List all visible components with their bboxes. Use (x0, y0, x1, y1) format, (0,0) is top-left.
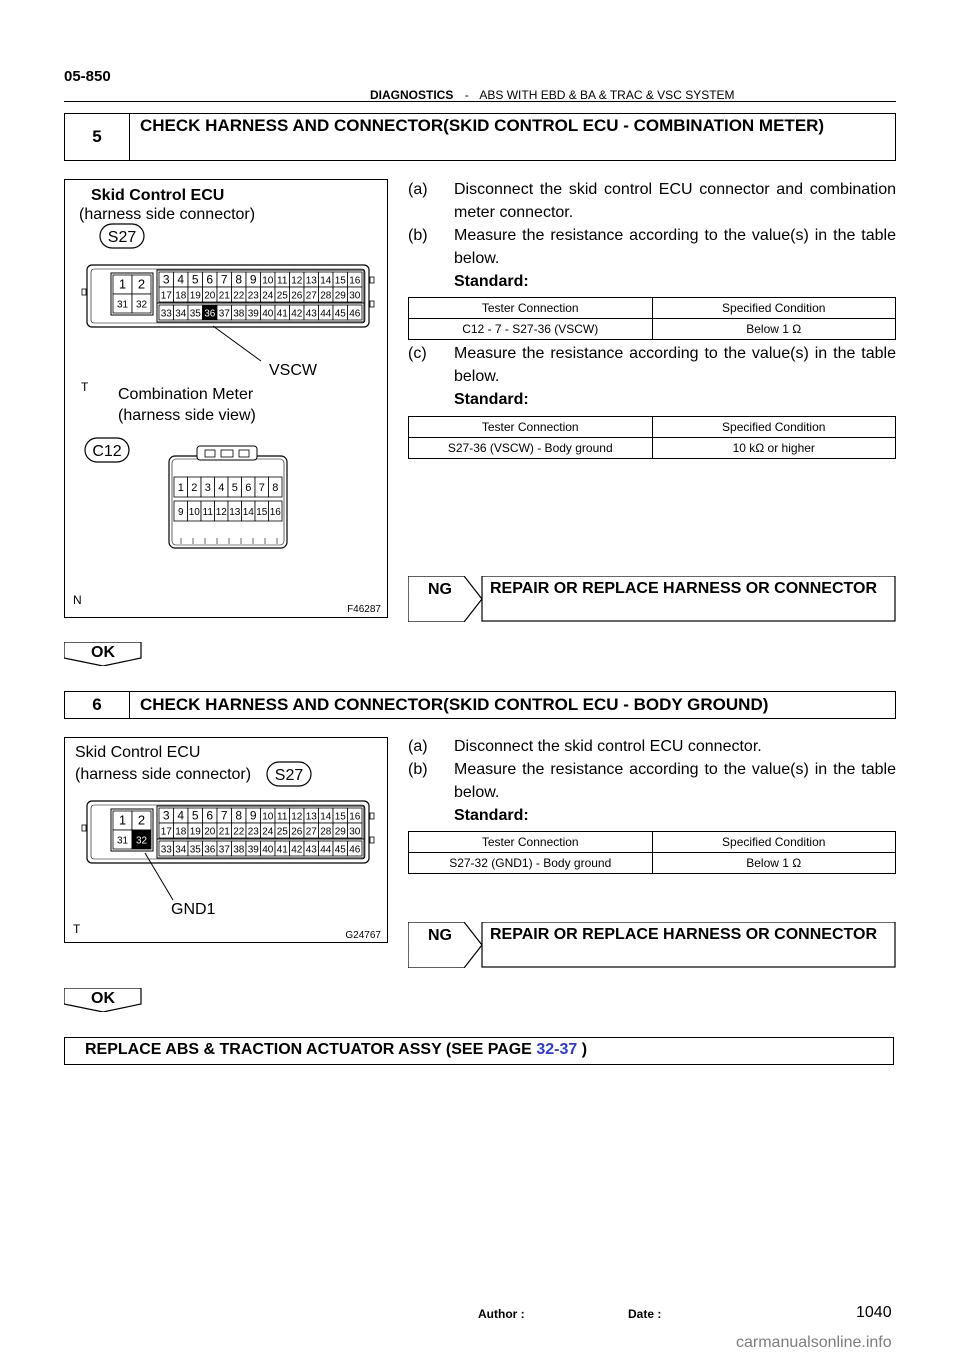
ecu-pin-44: 44 (320, 844, 332, 856)
ecu-pin-6: 6 (206, 808, 214, 823)
ok-branch-step-6 (64, 988, 142, 1012)
standard-label: Standard: (454, 273, 529, 290)
connector-diagram (65, 180, 387, 617)
spec-table-2 (408, 416, 896, 459)
header-rule (64, 101, 896, 102)
ecu-title: Skid Control ECU (91, 187, 225, 204)
figure-g24767 (64, 737, 388, 943)
ecu-pin-26: 26 (291, 290, 303, 302)
final-action-close: ) (581, 1041, 588, 1058)
ecu-pin-17: 17 (160, 290, 172, 302)
ecu-pin-28: 28 (320, 290, 332, 302)
table-header: Tester Connection (409, 832, 653, 853)
ecu-pin-29: 29 (334, 290, 346, 302)
ng-tag: NG (428, 927, 452, 944)
ecu-pin-18: 18 (175, 290, 187, 302)
ecu-title: Skid Control ECU (75, 744, 201, 761)
ecu-pin-1: 1 (118, 812, 127, 828)
ecu-pin-41: 41 (276, 308, 288, 320)
instruction-b (408, 758, 896, 804)
ecu-pin-14: 14 (320, 275, 332, 287)
ecu-pin-8: 8 (235, 272, 243, 287)
step-number: 5 (65, 114, 130, 160)
ecu-pin-16: 16 (349, 811, 361, 823)
ecu-pin-11: 11 (277, 275, 288, 287)
ecu-pin-28: 28 (320, 826, 332, 838)
meter-pin-6: 6 (245, 482, 252, 494)
ecu-pin-10: 10 (262, 275, 274, 287)
pin-label-gnd1: GND1 (171, 901, 216, 918)
meter-pin-1: 1 (177, 482, 184, 494)
meter-pin-10: 10 (188, 507, 200, 518)
ecu-connector-s27 (82, 265, 374, 327)
table-cell: Below 1 Ω (652, 853, 896, 874)
ecu-pin-18: 18 (175, 826, 187, 838)
instruction-b (408, 224, 896, 270)
header-section: DIAGNOSTICS (370, 88, 454, 102)
ecu-pin-27: 27 (305, 826, 317, 838)
table-cell: 10 kΩ or higher (652, 438, 896, 459)
instruction-text: Measure the resistance according to the value(s) in the table below. (454, 345, 896, 385)
ecu-pin-4: 4 (177, 272, 185, 287)
meter-pin-14: 14 (242, 507, 254, 518)
ok-tag: OK (91, 990, 115, 1007)
ecu-pin-2: 2 (137, 812, 146, 828)
instruction-label: (b) (408, 227, 428, 244)
ecu-pin-34: 34 (175, 844, 187, 856)
ecu-pin-34: 34 (175, 308, 187, 320)
step-5-instructions (408, 178, 896, 293)
ecu-pin-11: 11 (277, 811, 288, 823)
ecu-pin-4: 4 (177, 808, 185, 823)
ecu-pin-5: 5 (191, 808, 199, 823)
ecu-connector-s27 (82, 801, 374, 863)
ecu-pin-12: 12 (291, 811, 303, 823)
meter-connector-c12 (169, 446, 287, 548)
ecu-pin-12: 12 (291, 275, 303, 287)
table-cell: S27-32 (GND1) - Body ground (409, 853, 653, 874)
ecu-pin-21: 21 (218, 826, 230, 838)
ecu-pin-33: 33 (160, 844, 172, 856)
meter-pin-15: 15 (256, 507, 268, 518)
step-5-heading (64, 113, 896, 161)
ecu-pin-13: 13 (305, 811, 317, 823)
ecu-pin-41: 41 (276, 844, 288, 856)
table-cell: C12 - 7 - S27-36 (VSCW) (409, 319, 653, 340)
ecu-pin-3: 3 (162, 808, 170, 823)
ecu-pin-38: 38 (233, 308, 245, 320)
spec-table-3 (408, 831, 896, 874)
table-header: Specified Condition (652, 298, 896, 319)
ok-branch-step-5 (64, 642, 142, 666)
spec-table-1 (408, 297, 896, 340)
figure-id: G24767 (345, 930, 381, 941)
table-header: Specified Condition (652, 832, 896, 853)
step-title: CHECK HARNESS AND CONNECTOR(SKID CONTROL ECU - COMBINATION METER) (140, 116, 825, 135)
meter-pin-12: 12 (215, 507, 227, 518)
final-action (64, 1037, 894, 1065)
ecu-pin-46: 46 (349, 308, 361, 320)
ecu-pin-15: 15 (334, 275, 346, 287)
ecu-pin-44: 44 (320, 308, 332, 320)
ecu-pin-14: 14 (320, 811, 332, 823)
meter-pin-8: 8 (272, 482, 279, 494)
meter-title: Combination Meter (118, 386, 254, 403)
meter-subtitle: (harness side view) (118, 407, 256, 424)
ecu-pin-43: 43 (305, 844, 317, 856)
ecu-pin-37: 37 (218, 308, 230, 320)
ecu-pin-6: 6 (206, 272, 214, 287)
footer-author-label: Author : (478, 1307, 525, 1321)
ecu-pin-37: 37 (218, 844, 230, 856)
footer-page-number: 1040 (856, 1304, 892, 1321)
ecu-pin-45: 45 (334, 844, 346, 856)
ng-branch-step-6 (408, 922, 896, 968)
table-cell: Below 1 Ω (652, 319, 896, 340)
ecu-pin-20: 20 (204, 826, 216, 838)
step-5-instructions-c (408, 342, 896, 411)
ecu-pin-23: 23 (247, 290, 259, 302)
ecu-code: S27 (274, 767, 304, 784)
meter-pin-9: 9 (177, 507, 184, 518)
ecu-pin-13: 13 (305, 275, 317, 287)
instruction-a (408, 735, 896, 758)
page-number: 05-850 (64, 68, 111, 85)
instruction-text: Measure the resistance according to the value(s) in the table below. (454, 227, 896, 267)
ecu-pin-31: 31 (116, 835, 129, 847)
ok-tag: OK (91, 644, 115, 661)
ecu-pin-19: 19 (189, 290, 201, 302)
ng-action: REPAIR OR REPLACE HARNESS OR CONNECTOR (490, 926, 877, 943)
ecu-pin-25: 25 (276, 826, 288, 838)
ecu-pin-39: 39 (247, 308, 259, 320)
ecu-pin-20: 20 (204, 290, 216, 302)
ecu-pin-24: 24 (262, 826, 274, 838)
ecu-pin-5: 5 (191, 272, 199, 287)
ecu-pin-26: 26 (291, 826, 303, 838)
ng-tag: NG (428, 581, 452, 598)
final-action-text: REPLACE ABS & TRACTION ACTUATOR ASSY (SEE PAGE (85, 1041, 532, 1058)
meter-pin-11: 11 (202, 507, 213, 518)
ecu-pin-24: 24 (262, 290, 274, 302)
instruction-a (408, 178, 896, 224)
n-mark: N (73, 593, 82, 607)
ecu-pin-42: 42 (291, 844, 303, 856)
step-number: 6 (65, 692, 130, 718)
ecu-pin-7: 7 (220, 272, 228, 287)
ecu-pin-40: 40 (262, 308, 274, 320)
ecu-pin-45: 45 (334, 308, 346, 320)
t-mark: T (81, 380, 89, 394)
ecu-pin-31: 31 (116, 299, 129, 311)
ecu-pin-9: 9 (249, 808, 257, 823)
header-separator: - (464, 88, 469, 102)
step-title: CHECK HARNESS AND CONNECTOR(SKID CONTROL ECU - BODY GROUND) (140, 695, 769, 714)
meter-pin-3: 3 (204, 482, 211, 494)
ecu-pin-29: 29 (334, 826, 346, 838)
ecu-pin-30: 30 (349, 826, 361, 838)
vscw-leader (213, 326, 261, 361)
ecu-pin-10: 10 (262, 811, 274, 823)
figure-f46287 (64, 179, 388, 618)
ecu-pin-8: 8 (235, 808, 243, 823)
ecu-pin-21: 21 (218, 290, 230, 302)
ecu-pin-46: 46 (349, 844, 361, 856)
ecu-pin-22: 22 (233, 826, 245, 838)
standard-label: Standard: (454, 391, 529, 408)
standard-label: Standard: (454, 807, 529, 824)
meter-pin-13: 13 (229, 507, 241, 518)
ecu-pin-1: 1 (118, 276, 127, 292)
ecu-pin-36: 36 (204, 844, 216, 856)
header-title: ABS WITH EBD & BA & TRAC & VSC SYSTEM (479, 88, 735, 102)
table-cell: S27-36 (VSCW) - Body ground (409, 438, 653, 459)
ecu-pin-36: 36 (204, 308, 216, 320)
connector-diagram (65, 738, 387, 942)
instruction-label: (a) (408, 181, 428, 198)
ecu-pin-15: 15 (334, 811, 346, 823)
ecu-pin-43: 43 (305, 308, 317, 320)
meter-pin-2: 2 (191, 482, 198, 494)
meter-pin-5: 5 (231, 482, 238, 494)
ecu-pin-23: 23 (247, 826, 259, 838)
ecu-pin-38: 38 (233, 844, 245, 856)
ecu-pin-42: 42 (291, 308, 303, 320)
ecu-pin-2: 2 (137, 276, 146, 292)
watermark: carmanualsonline.info (736, 1334, 892, 1351)
ecu-pin-19: 19 (189, 826, 201, 838)
pin-label-vscw: VSCW (269, 362, 317, 379)
footer-date-label: Date : (628, 1307, 662, 1321)
ecu-pin-40: 40 (262, 844, 274, 856)
instruction-text: Measure the resistance according to the value(s) in the table below. (454, 761, 896, 801)
ecu-pin-30: 30 (349, 290, 361, 302)
step-6-heading (64, 691, 896, 719)
ecu-pin-33: 33 (160, 308, 172, 320)
ecu-pin-9: 9 (249, 272, 257, 287)
table-header: Tester Connection (409, 298, 653, 319)
ecu-pin-16: 16 (349, 275, 361, 287)
instruction-text: Disconnect the skid control ECU connector and combination meter connector. (454, 181, 896, 221)
ecu-subtitle: (harness side connector) (79, 206, 256, 223)
ecu-subtitle: (harness side connector) (75, 766, 252, 783)
ecu-pin-17: 17 (160, 826, 172, 838)
ecu-pin-27: 27 (305, 290, 317, 302)
t-mark: T (73, 922, 81, 936)
ecu-pin-25: 25 (276, 290, 288, 302)
step-6-instructions (408, 735, 896, 827)
ecu-pin-39: 39 (247, 844, 259, 856)
page-header (370, 88, 735, 102)
meter-pin-7: 7 (258, 482, 265, 494)
instruction-label: (b) (408, 761, 428, 778)
ng-action: REPAIR OR REPLACE HARNESS OR CONNECTOR (490, 580, 877, 597)
ecu-pin-35: 35 (189, 844, 201, 856)
ecu-pin-3: 3 (162, 272, 170, 287)
ecu-pin-32: 32 (135, 835, 148, 847)
meter-pin-4: 4 (218, 482, 225, 494)
ng-branch-step-5 (408, 576, 896, 622)
ecu-pin-35: 35 (189, 308, 201, 320)
ecu-pin-32: 32 (135, 299, 148, 311)
table-header: Specified Condition (652, 417, 896, 438)
instruction-label: (c) (408, 345, 427, 362)
meter-pin-16: 16 (269, 507, 281, 518)
page-link[interactable]: 32-37 (536, 1041, 578, 1058)
ecu-pin-22: 22 (233, 290, 245, 302)
instruction-label: (a) (408, 738, 428, 755)
table-header: Tester Connection (409, 417, 653, 438)
instruction-text: Disconnect the skid control ECU connector. (454, 738, 762, 755)
ecu-code: S27 (107, 229, 137, 246)
figure-id: F46287 (347, 604, 381, 615)
ecu-pin-7: 7 (220, 808, 228, 823)
meter-code: C12 (92, 443, 122, 460)
instruction-c (408, 342, 896, 388)
